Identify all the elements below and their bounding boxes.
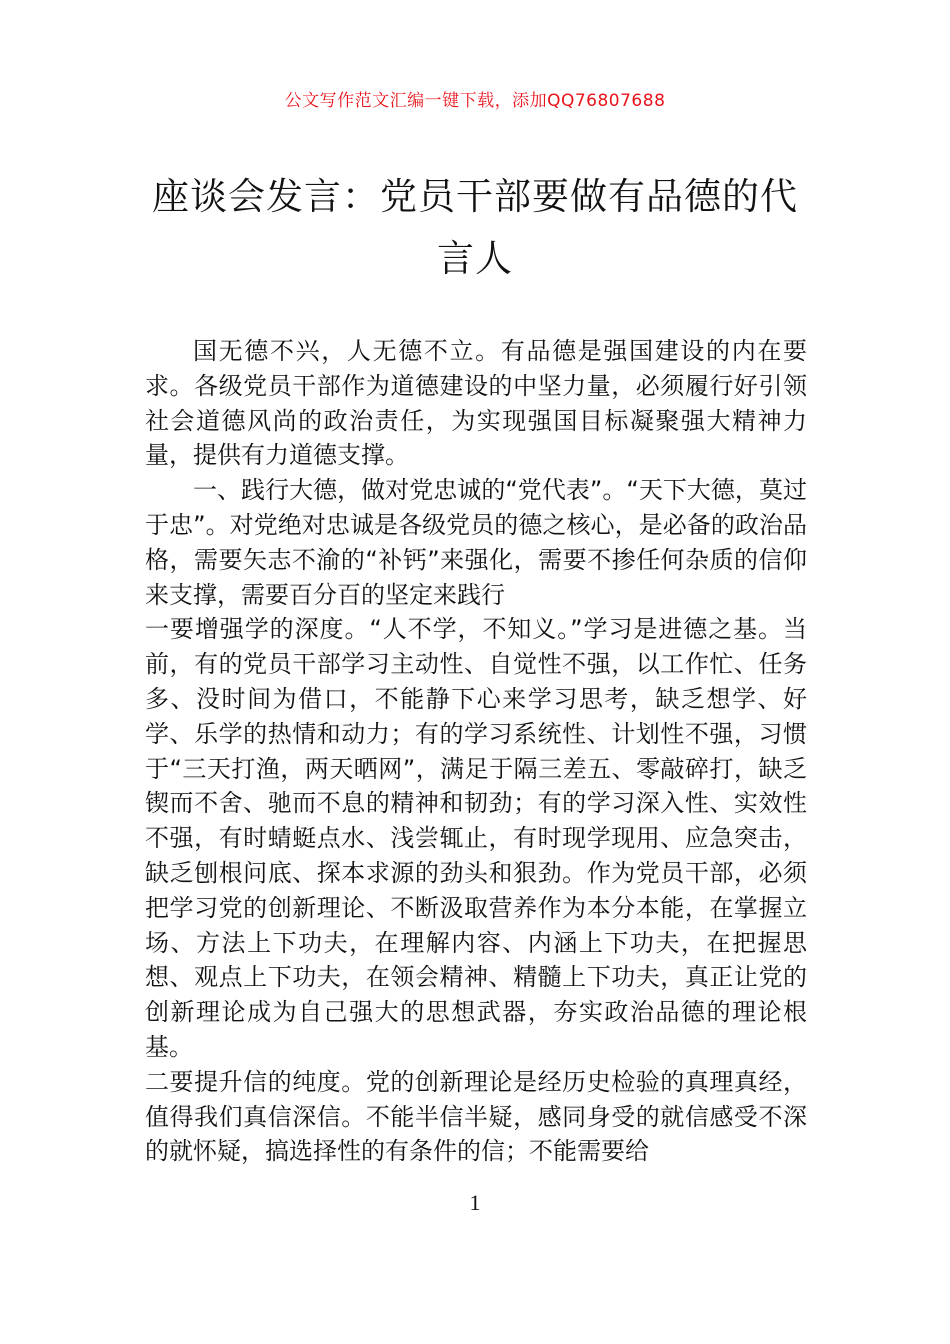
document-title: 座谈会发言：党员干部要做有品德的代言人	[152, 175, 798, 280]
paragraph-intro: 国无德不兴，人无德不立。有品德是强国建设的内在要求。各级党员干部作为道德建设的中坚力量，必须履行好引领社会道德风尚的政治责任，为实现强国目标凝聚强大精神力量，提供有力道德支撑。	[145, 337, 807, 470]
page-number: 1	[469, 1190, 481, 1215]
paragraph-point-one: 一要增强学的深度。“人不学，不知义。”学习是进德之基。当前，有的党员干部学习主动性、自觉性不强，以工作忙、任务多、没时间为借口，不能静下心来学习思考，缺乏想学、好学、乐学的热情和动力；有的学习系统性、计划性不强，习惯于“三天打渔，两天晒网”，满足于隔三差五、零敲碎打，缺乏锲而不舍、驰而不息的精神和韧劲；有的学习深入性、实效性不强，有时蜻蜓点水、浅尝辄止，有时现学现用、应急突击，缺乏刨根问底、探本求源的劲头和狠劲。作为党员干部，必须把学习党的创新理论、不断汲取营养作为本分本能，在掌握立场、方法上下功夫，在理解内容、内涵上下功夫，在把握思想、观点上下功夫，在领会精神、精髓上下功夫，真正让党的创新理论成为自己强大的思想武器，夯实政治品德的理论根基。	[145, 615, 807, 1061]
paragraph-section-one: 一、践行大德，做对党忠诚的“党代表”。“天下大德，莫过于忠”。对党绝对忠诚是各级党员的德之核心，是必备的政治品格，需要矢志不渝的“补钙”来强化，需要不掺任何杂质的信仰来支撑，需要百分百的坚定来践行	[145, 476, 807, 609]
download-banner: 公文写作范文汇编一键下载，添加QQ76807688	[284, 91, 666, 111]
document-body	[145, 334, 807, 1169]
paragraph-point-two: 二要提升信的纯度。党的创新理论是经历史检验的真理真经，值得我们真信深信。不能半信半疑，感同身受的就信感受不深的就怀疑，搞选择性的有条件的信；不能需要给	[145, 1067, 807, 1166]
